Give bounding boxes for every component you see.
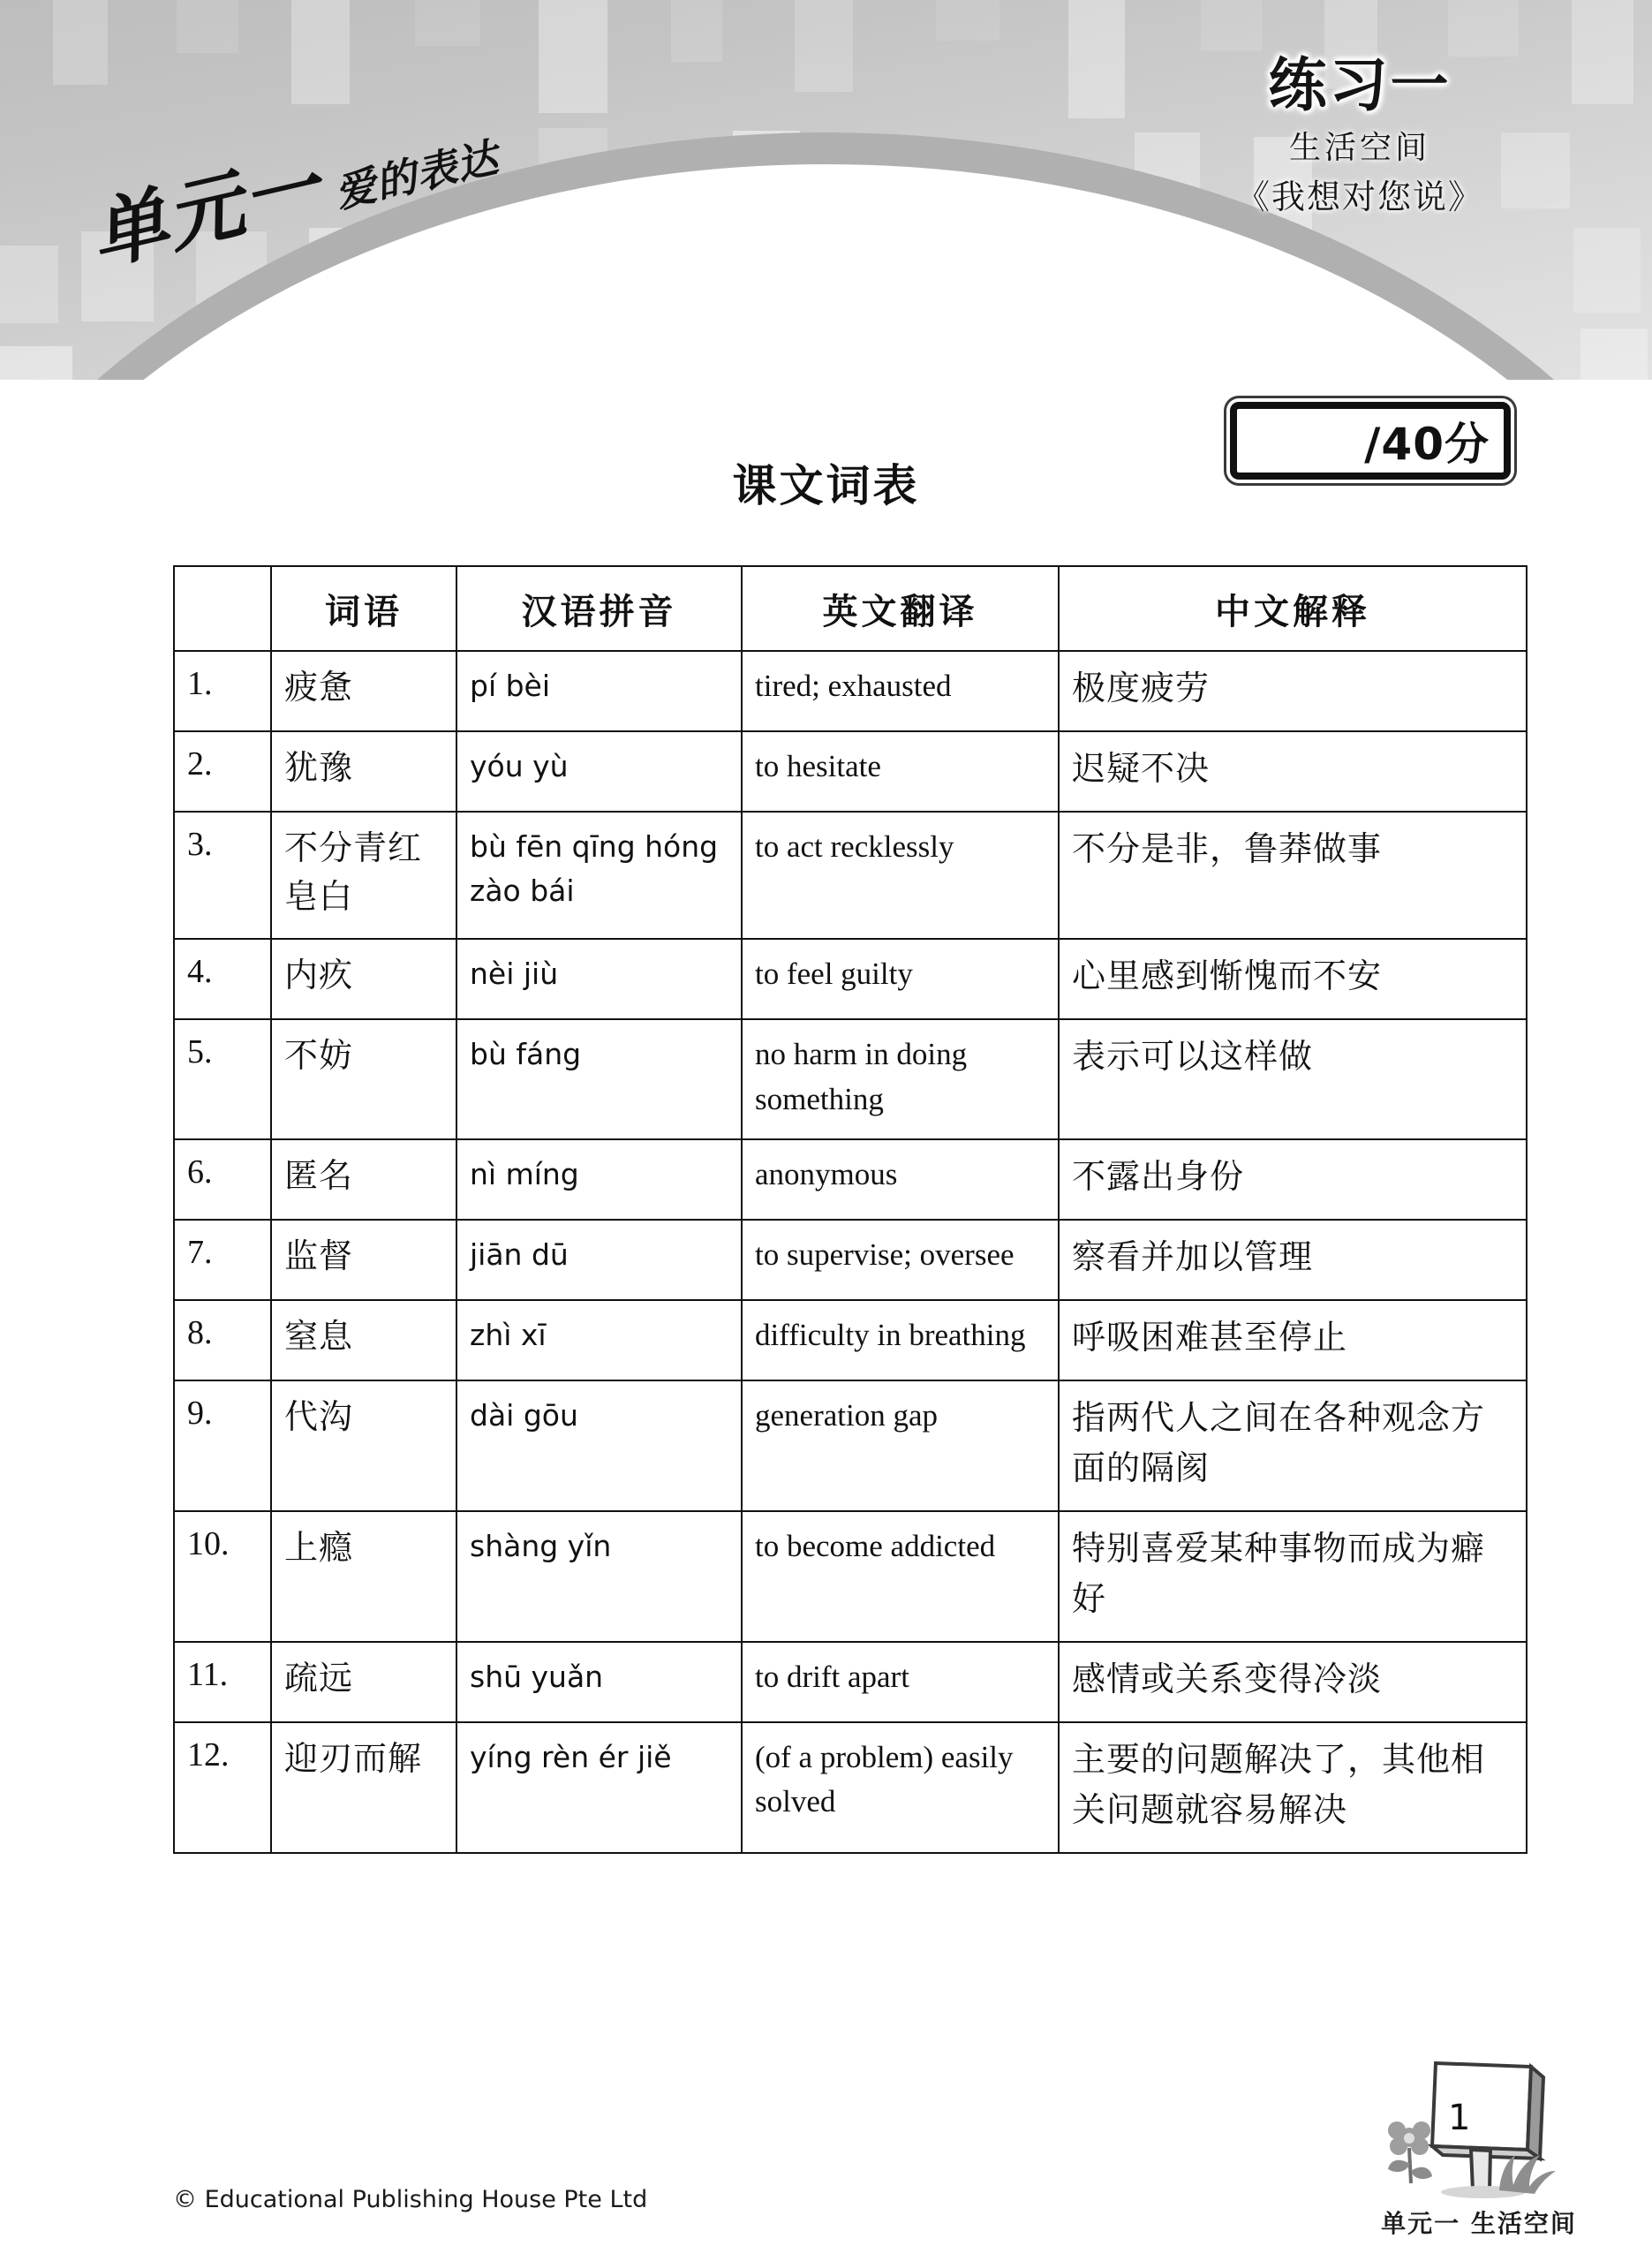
header-banner bbox=[0, 0, 1652, 380]
cell-english: to become addicted bbox=[742, 1511, 1059, 1642]
table-row bbox=[174, 1380, 1527, 1511]
cell-pinyin: nì míng bbox=[456, 1139, 742, 1220]
vocabulary-table bbox=[173, 565, 1528, 1854]
cell-word: 疲惫 bbox=[271, 651, 456, 731]
cell-chinese: 感情或关系变得冷淡 bbox=[1059, 1642, 1527, 1722]
cell-word: 匿名 bbox=[271, 1139, 456, 1220]
table-body bbox=[174, 651, 1527, 1853]
practice-title: 练习一 bbox=[1268, 51, 1452, 119]
cell-number: 7. bbox=[174, 1220, 271, 1300]
cell-number: 3. bbox=[174, 812, 271, 939]
cell-english: generation gap bbox=[742, 1380, 1059, 1511]
cell-english: to act recklessly bbox=[742, 812, 1059, 939]
cell-word: 窒息 bbox=[271, 1300, 456, 1380]
cell-word: 迎刃而解 bbox=[271, 1722, 456, 1853]
cell-number: 9. bbox=[174, 1380, 271, 1511]
cell-pinyin: shū yuǎn bbox=[456, 1642, 742, 1722]
table-row bbox=[174, 1722, 1527, 1853]
table-row bbox=[174, 1220, 1527, 1300]
column-header-number bbox=[174, 566, 271, 651]
table-row bbox=[174, 1300, 1527, 1380]
cell-number: 11. bbox=[174, 1642, 271, 1722]
cell-chinese: 极度疲劳 bbox=[1059, 651, 1527, 731]
cell-word: 不分青红皂白 bbox=[271, 812, 456, 939]
cell-word: 代沟 bbox=[271, 1380, 456, 1511]
cell-english: to drift apart bbox=[742, 1642, 1059, 1722]
cell-english: to feel guilty bbox=[742, 939, 1059, 1019]
cell-word: 上瘾 bbox=[271, 1511, 456, 1642]
cell-pinyin: zhì xī bbox=[456, 1300, 742, 1380]
cell-chinese: 迟疑不决 bbox=[1059, 731, 1527, 812]
cell-english: (of a problem) easily solved bbox=[742, 1722, 1059, 1853]
column-header-word: 词语 bbox=[271, 566, 456, 651]
table-row bbox=[174, 1139, 1527, 1220]
grass-icon bbox=[1499, 2155, 1556, 2194]
cell-pinyin: yíng rèn ér jiě bbox=[456, 1722, 742, 1853]
cell-pinyin: bù fēn qīng hóng zào bái bbox=[456, 812, 742, 939]
cell-pinyin: shàng yǐn bbox=[456, 1511, 742, 1642]
cell-english: to supervise; oversee bbox=[742, 1220, 1059, 1300]
cell-number: 1. bbox=[174, 651, 271, 731]
table-row bbox=[174, 812, 1527, 939]
unit-title-sub: 爱的表达 bbox=[330, 132, 503, 217]
cell-chinese: 指两代人之间在各种观念方面的隔阂 bbox=[1059, 1380, 1527, 1511]
cell-pinyin: yóu yù bbox=[456, 731, 742, 812]
cell-number: 12. bbox=[174, 1722, 271, 1853]
column-header-pinyin: 汉语拼音 bbox=[456, 566, 742, 651]
page-number: 1 bbox=[1448, 2098, 1471, 2138]
cell-word: 犹豫 bbox=[271, 731, 456, 812]
column-header-chinese: 中文解释 bbox=[1059, 566, 1527, 651]
cell-chinese: 特别喜爱某种事物而成为癖好 bbox=[1059, 1511, 1527, 1642]
table-header-row bbox=[174, 566, 1527, 651]
table-row bbox=[174, 939, 1527, 1019]
table-row bbox=[174, 651, 1527, 731]
cell-english: no harm in doing something bbox=[742, 1019, 1059, 1139]
cell-pinyin: nèi jiù bbox=[456, 939, 742, 1019]
cell-english: anonymous bbox=[742, 1139, 1059, 1220]
cell-english: difficulty in breathing bbox=[742, 1300, 1059, 1380]
copyright-notice: © Educational Publishing House Pte Ltd bbox=[173, 2186, 648, 2213]
table-row bbox=[174, 731, 1527, 812]
table-row bbox=[174, 1642, 1527, 1722]
footer-unit-label: 单元一 生活空间 bbox=[1381, 2209, 1577, 2238]
cell-chinese: 呼吸困难甚至停止 bbox=[1059, 1300, 1527, 1380]
cell-chinese: 不分是非，鲁莽做事 bbox=[1059, 812, 1527, 939]
cell-pinyin: pí bèi bbox=[456, 651, 742, 731]
cell-chinese: 表示可以这样做 bbox=[1059, 1019, 1527, 1139]
cell-chinese: 不露出身份 bbox=[1059, 1139, 1527, 1220]
column-header-english: 英文翻译 bbox=[742, 566, 1059, 651]
table-row bbox=[174, 1511, 1527, 1642]
practice-subtitle-1: 生活空间 bbox=[1288, 130, 1430, 166]
cell-pinyin: dài gōu bbox=[456, 1380, 742, 1511]
cell-word: 内疚 bbox=[271, 939, 456, 1019]
cell-word: 监督 bbox=[271, 1220, 456, 1300]
cell-number: 6. bbox=[174, 1139, 271, 1220]
cell-word: 疏远 bbox=[271, 1642, 456, 1722]
cell-pinyin: jiān dū bbox=[456, 1220, 742, 1300]
flower-icon bbox=[1388, 2121, 1432, 2183]
section-title: 课文词表 bbox=[732, 460, 920, 511]
cell-chinese: 主要的问题解决了，其他相关问题就容易解决 bbox=[1059, 1722, 1527, 1853]
unit-title-main: 单元一 bbox=[82, 142, 329, 282]
cell-number: 4. bbox=[174, 939, 271, 1019]
practice-subtitle-2: 《我想对您说》 bbox=[1235, 179, 1483, 217]
score-box-total: /40分 bbox=[1364, 419, 1490, 470]
table-row bbox=[174, 1019, 1527, 1139]
cell-chinese: 心里感到惭愧而不安 bbox=[1059, 939, 1527, 1019]
cell-number: 5. bbox=[174, 1019, 271, 1139]
practice-title-block bbox=[1170, 51, 1550, 218]
cell-english: tired; exhausted bbox=[742, 651, 1059, 731]
cell-english: to hesitate bbox=[742, 731, 1059, 812]
cell-pinyin: bù fáng bbox=[456, 1019, 742, 1139]
cell-chinese: 察看并加以管理 bbox=[1059, 1220, 1527, 1300]
cell-number: 8. bbox=[174, 1300, 271, 1380]
cell-word: 不妨 bbox=[271, 1019, 456, 1139]
cell-number: 10. bbox=[174, 1511, 271, 1642]
cell-number: 2. bbox=[174, 731, 271, 812]
